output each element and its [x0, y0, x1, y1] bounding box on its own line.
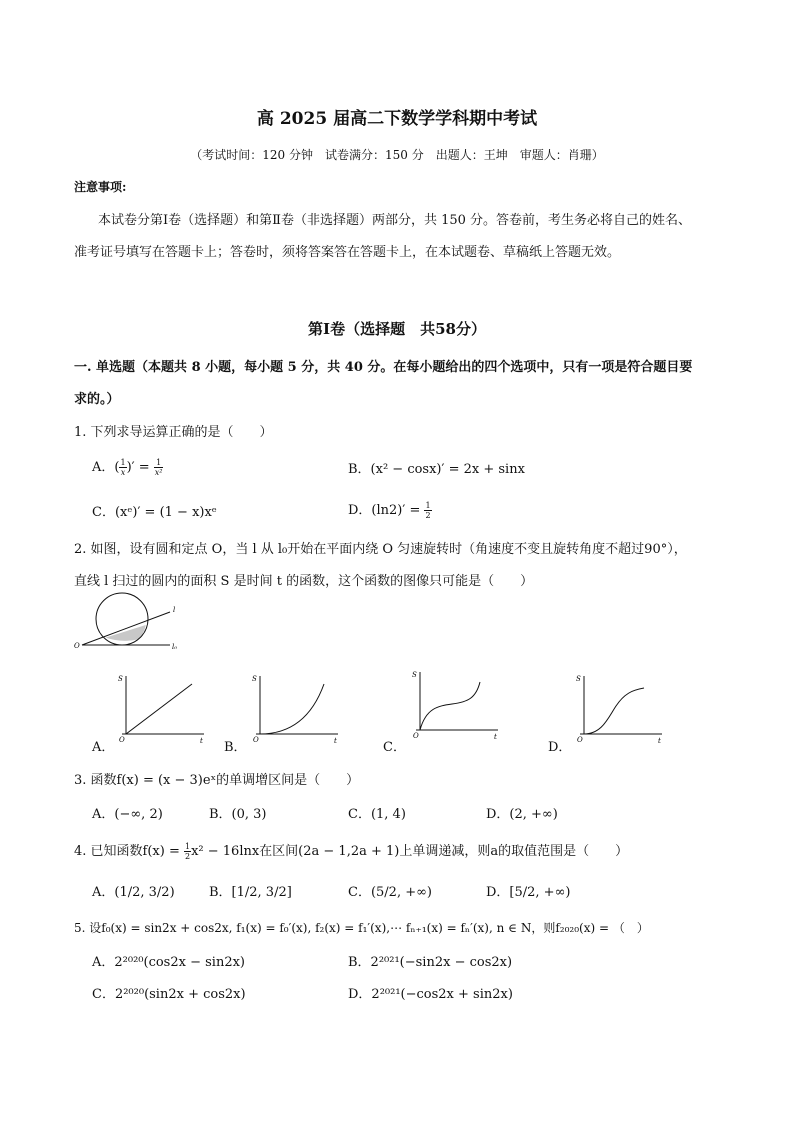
svg-text:t: t — [334, 737, 337, 744]
q1-option-d — [348, 499, 432, 520]
q1-a-frac-2: $\frac{1}{\text{x²}}$ — [154, 458, 163, 477]
q2-stem-1: 2. 如图，设有圆和定点 O，当 l 从 l₀开始在平面内绕 O 匀速旋转时（角速度不变且旋转角度不超过90°）， — [74, 542, 687, 557]
q2-graph-d — [574, 672, 666, 744]
q2-stem-2: 直线 l 扫过的圆内的面积 S 是时间 t 的函数，这个函数的图像只可能是（ ） — [74, 574, 534, 589]
q2-option-b: B． — [224, 740, 247, 755]
exam-subtitle: （考试时间：120 分钟 试卷满分：150 分 出题人：王坤 审题人：肖珊） — [190, 148, 604, 162]
section-instruction-1: 一. 单选题（本题共 8 小题，每小题 5 分，共 40 分。在每小题给出的四个选项中，只有一项是符合题目要 — [74, 360, 693, 375]
notes-line-2: 准考证号填写在答题卡上；答卷时，须将答案答在答题卡上，在本试题卷、草稿纸上答题无效。 — [74, 245, 621, 260]
q2-graph-c — [410, 668, 502, 740]
notes-heading: 注意事项: — [74, 180, 127, 194]
q2-option-a: A． — [92, 740, 115, 755]
q5-option-b: B．2²⁰²¹(−sin2x − cos2x) — [348, 955, 513, 970]
q2-option-c: C． — [383, 740, 406, 755]
q4-option-d: D．[5/2, +∞) — [486, 885, 571, 900]
q1-a-frac-1: $\frac{1}{x}$ — [120, 458, 126, 477]
svg-text:t: t — [658, 737, 661, 744]
q1-option-a: A．( $\frac{1}{x}$ )′ = $\frac{1}{\text{x²}}$ — [92, 458, 163, 477]
section-title: 第Ⅰ卷（选择题 共58分） — [308, 320, 486, 338]
svg-text:O: O — [253, 736, 259, 744]
section-instruction-2: 求的。） — [74, 392, 120, 407]
q4-stem-frac: $\frac{1}{2}$ — [184, 842, 191, 861]
svg-text:S: S — [118, 675, 123, 683]
q2-graph-b — [250, 672, 342, 744]
q2-circle-figure — [70, 592, 190, 654]
q3-stem: 3. 函数f(x) = (x − 3)eˣ的单调增区间是（ ） — [74, 773, 360, 788]
q1-option-b: B．(x² − cosx)′ = 2x + sinx — [348, 462, 525, 477]
q5-option-a: A．2²⁰²⁰(cos2x − sin2x) — [92, 955, 245, 970]
q3-option-b: B．(0, 3) — [209, 807, 267, 822]
q2-graph-a — [116, 672, 208, 744]
q4-option-c: C．(5/2, +∞) — [348, 885, 432, 900]
q2-option-d: D． — [548, 740, 572, 755]
q2-graph-c-curve — [420, 682, 480, 730]
svg-text:S: S — [252, 675, 257, 683]
q4-option-b: B．[1/2, 3/2] — [209, 885, 292, 900]
q3-option-d: D．(2, +∞) — [486, 807, 558, 822]
q1-d-frac: $\frac{1}{2}$ — [425, 501, 431, 520]
svg-text:S: S — [412, 671, 417, 679]
svg-text:t: t — [200, 737, 203, 744]
q4-option-a: A．(1/2, 3/2) — [92, 885, 175, 900]
q2-graph-b-curve — [260, 684, 324, 734]
q5-option-c: C．2²⁰²⁰(sin2x + cos2x) — [92, 987, 246, 1002]
notes-line-1: 本试卷分第Ⅰ卷（选择题）和第Ⅱ卷（非选择题）两部分，共 150 分。答卷前，考生务必将自己的姓名、 — [98, 213, 692, 228]
svg-text:t: t — [494, 733, 497, 740]
q1-stem: 1. 下列求导运算正确的是（ ） — [74, 425, 273, 440]
q5-option-d: D．2²⁰²¹(−cos2x + sin2x) — [348, 987, 513, 1002]
svg-text:S: S — [576, 675, 581, 683]
q1-option-a-label: A． — [92, 460, 115, 475]
q2-graph-d-curve — [584, 688, 644, 734]
svg-text:O: O — [119, 736, 125, 744]
q4-stem: 4. 已知函数f(x) = $\frac{1}{2}$ x² − 16lnx在区间(2a − 1,2a + 1)上单调递减，则a的取值范围是（ ） — [74, 842, 629, 861]
svg-text:O: O — [413, 732, 419, 740]
q2-l0-label: l₀ — [172, 643, 178, 651]
q3-option-c: C．(1, 4) — [348, 807, 406, 822]
q1-option-d-text: D．(ln2)′ = — [348, 503, 425, 518]
q2-l-label: l — [173, 606, 176, 614]
q5-stem: 5. 设f₀(x) = sin2x + cos2x, f₁(x) = f₀′(x), f₂(x) = f₁′(x),⋯ fₙ₊₁(x) = fₙ′(x), n ∈ N，则f₂₀₂₀(x) = （ ） — [74, 921, 649, 935]
exam-title: 高 2025 届高二下数学学科期中考试 — [256, 109, 538, 129]
q3-option-a: A．(−∞, 2) — [92, 807, 163, 822]
svg-text:O: O — [577, 736, 583, 744]
q2-graph-a-curve — [126, 684, 192, 734]
q2-point-o-label: O — [74, 642, 80, 650]
q1-option-c: C．(xᵉ)′ = (1 − x)xᵉ — [92, 505, 217, 520]
